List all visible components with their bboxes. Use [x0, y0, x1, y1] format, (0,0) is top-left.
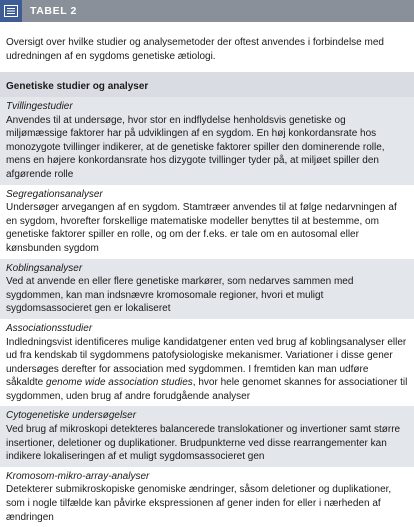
row-title: Segregationsanalyser [6, 188, 103, 200]
row-body [6, 336, 408, 404]
table-row-linkage [0, 259, 414, 319]
table-caption: Oversigt over hvilke studier og analysemetoder der oftest anvendes i forbindelse med udredningen af en sygdoms genetiske ætiologi. [6, 37, 384, 62]
row-title: Kromosom-mikro-array-analyser [6, 470, 150, 482]
row-title: Associationsstudier [6, 322, 93, 334]
table-row-microarray [0, 467, 414, 527]
table-row-twin-studies [0, 97, 414, 185]
row-body: Detekterer submikroskopiske genomiske ændringer, såsom deletioner og duplikationer, som i nogle tilfælde kan påvirke ekspressionen af gener inden for eller i nærheden af ændringen [6, 484, 392, 523]
row-body-part: Indledningsvist identificeres mulige kandidatgener enten ved brug af koblingsanalyser eller ud fra kendskab til sygdommens patofysiologiske mekanismer. Variationer i disse gener undersøges derefter for association med sygdommen. I fremtiden kan man udføre såkaldte [6, 336, 407, 389]
table-header-bar [0, 0, 414, 22]
row-title: Cytogenetiske undersøgelser [6, 410, 137, 422]
section-heading: Genetiske studier og analyser [0, 72, 414, 97]
table-row-segregation [0, 185, 414, 259]
table-row-cytogenetic [0, 406, 414, 466]
row-body-emphasis: genome wide association studies [46, 377, 193, 389]
row-body-part: , hvor hele genomet skannes for associationer til sygdommen, uden brug af andre forudgående analyser [6, 377, 408, 402]
row-body: Ved at anvende en eller flere genetiske markører, som nedarves sammen med sygdommen, kan man indsnævre kromosomale regioner, hvori et muligt sygdomsassocieret gen er lokaliseret [6, 276, 354, 315]
row-body: Anvendes til at undersøge, hvor stor en indflydelse henholdsvis genetiske og miljømæssige faktorer har på udviklingen af en sygdom. En høj konkordansrate hos monozygote tvillinger indikerer, at de genetiske faktorer spiller den dominerende rolle, mens en højere konkordansrate hos dizygote tvillinger tyder på, at miljøet spiller den afgørende rolle [6, 114, 385, 180]
document-list-icon [0, 0, 22, 22]
row-body: Ved brug af mikroskopi detekteres balancerede translokationer og invertioner samt større insertioner, deletioner og duplikationer. Brudpunkterne ved disse rearrangementer kan indikere lokaliseringen af et muligt sygdomsassocieret gen [6, 424, 401, 463]
row-title: Koblingsanalyser [6, 262, 83, 274]
row-title: Tvillingestudier [6, 101, 73, 112]
row-body: Undersøger arvegangen af en sygdom. Stamtræer anvendes til at følge nedarvningen af en sygdom, hvorefter forskellige matematiske modeller benyttes til at bestemme, om genetiske faktorer spiller en rolle, og om der f.eks. er tale om en autosomal eller kønsbunden sygdom [6, 202, 397, 254]
table-label: TABEL 2 [30, 5, 77, 17]
table-row-association [0, 319, 414, 407]
